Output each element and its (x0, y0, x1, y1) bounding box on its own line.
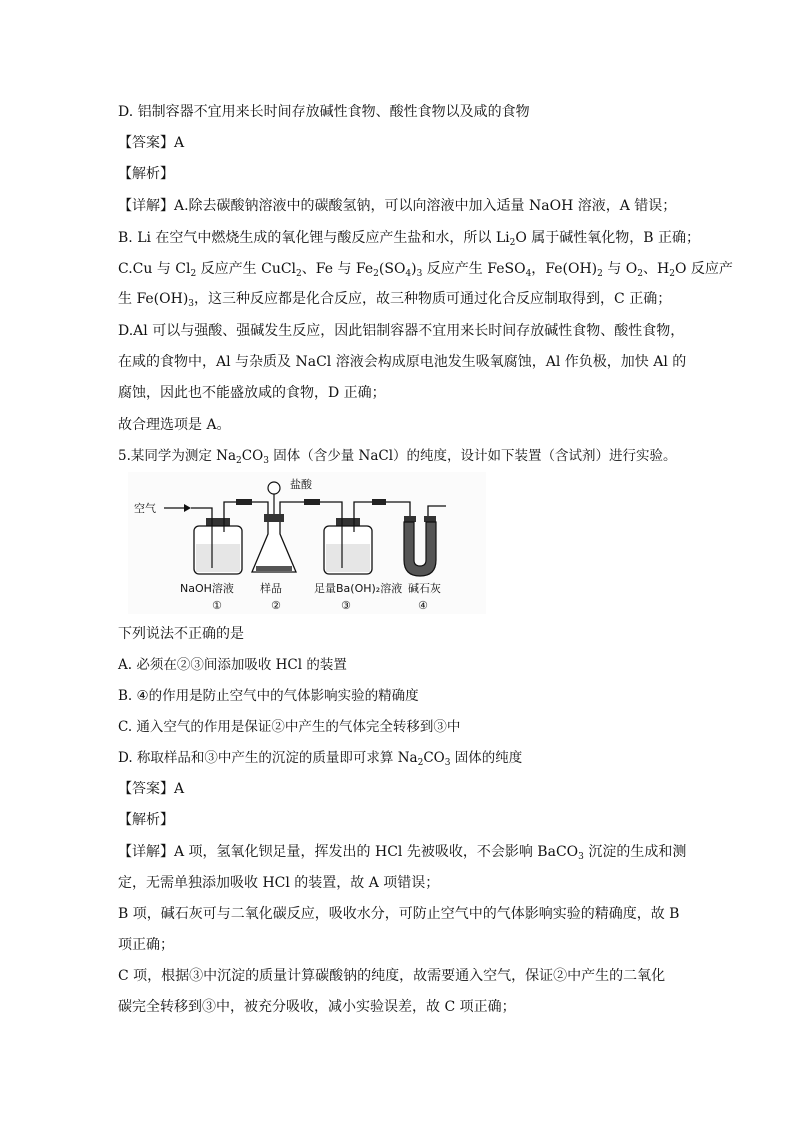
q5-detail-line-3: B 项，碱石灰可与二氧化碳反应，吸收水分，可防止空气中的气体影响实验的精确度，故 B (118, 906, 680, 922)
q5-detail-line-2: 定，无需单独添加吸收 HCl 的装置，故 A 项错误； (118, 875, 440, 891)
q5-option-c: C. 通入空气的作用是保证②中产生的气体完全转移到③中 (118, 719, 461, 735)
air-label: 空气 (134, 502, 156, 515)
number-3: ③ (341, 599, 351, 612)
rubber-joint-1 (236, 499, 252, 505)
q5-answer: 【答案】A (118, 781, 185, 797)
baoh2-bottle (324, 518, 372, 574)
q5-prompt: 下列说法不正确的是 (118, 626, 244, 642)
q5-detail-line-6: 碳完全转移到③中，被充分吸收，减小实验误差，故 C 项正确； (118, 999, 516, 1015)
q4-detail-line-7: 腐蚀，因此也不能盛放咸的食物，D 正确； (118, 385, 386, 401)
q5-stem: 5.某同学为测定 $Na_2CO_3$ 固体（含少量 NaCl）的纯度，设计如下装置（含试剂）进行实验。 (118, 448, 677, 466)
q5-detail-line-1: 【详解】A 项，氢氧化钡足量，挥发出的 HCl 先被吸收，不会影响 BaCO$_3$ 沉淀的生成和测 (118, 844, 687, 862)
q4-detail-line-1: 【详解】A.除去碳酸钠溶液中的碳酸氢钠，可以向溶液中加入适量 NaOH 溶液，A 错误； (118, 198, 677, 214)
q5-option-d: D. 称取样品和③中产生的沉淀的质量即可求算 $Na_2CO_3$ 固体的纯度 (118, 750, 523, 768)
q4-detail-line-2: B. Li 在空气中燃烧生成的氧化锂与酸反应产生盐和水，所以 $Li_2O$ 属于碱性氧化物，B 正确； (118, 230, 701, 248)
number-1: ① (212, 599, 222, 612)
rubber-joint-2 (304, 499, 320, 505)
q5-detail-line-5: C 项，根据③中沉淀的质量计算碳酸钠的纯度，故需要通入空气，保证②中产生的二氧化 (118, 968, 666, 984)
q5-option-b: B. ④的作用是防止空气中的气体影响实验的精确度 (118, 688, 419, 704)
q5-detail-line-4: 项正确； (118, 937, 174, 953)
rubber-joint-3 (372, 499, 386, 505)
air-arrow-head (184, 504, 191, 512)
q4-conclusion: 故合理选项是 A。 (118, 417, 231, 433)
q4-analysis-heading: 【解析】 (118, 166, 174, 182)
sample-flask (252, 482, 296, 572)
label-sample: 样品 (260, 582, 282, 595)
q4-answer: 【答案】A (118, 135, 185, 151)
apparatus-figure (128, 472, 486, 614)
hcl-label: 盐酸 (290, 478, 312, 491)
label-soda-lime: 碱石灰 (408, 582, 441, 595)
q4-option-d: D. 铝制容器不宜用来长时间存放碱性食物、酸性食物以及咸的食物 (118, 104, 530, 120)
number-4: ④ (418, 599, 428, 612)
q4-detail-line-3: C.Cu 与 $Cl_2$ 反应产生 CuCl$_2$、Fe 与 $Fe_2(SO_4)_3$ 反应产生 FeSO$_4$，$Fe(OH)_2$ 与 $O_2$、$H_2O$ 反应产 (118, 261, 733, 279)
naoh-bottle (194, 518, 242, 574)
q5-analysis-heading: 【解析】 (118, 812, 174, 828)
q4-detail-line-4: 生 $Fe(OH)_3$，这三种反应都是化合反应，故三种物质可通过化合反应制取得到，C 正确； (118, 291, 672, 309)
label-baoh2: 足量Ba(OH)₂溶液 (314, 582, 403, 595)
q4-detail-line-6: 在咸的食物中，Al 与杂质及 NaCl 溶液会构成原电池发生吸氧腐蚀，Al 作负极，加快 Al 的 (118, 354, 687, 370)
q5-option-a: A. 必须在②③间添加吸收 HCl 的装置 (118, 657, 347, 673)
soda-lime-u-tube (404, 516, 436, 576)
q4-detail-line-5: D.Al 可以与强酸、强碱发生反应，因此铝制容器不宜用来长时间存放碱性食物、酸性食物， (118, 323, 685, 339)
label-naoh: NaOH溶液 (180, 582, 234, 595)
number-2: ② (271, 599, 281, 612)
